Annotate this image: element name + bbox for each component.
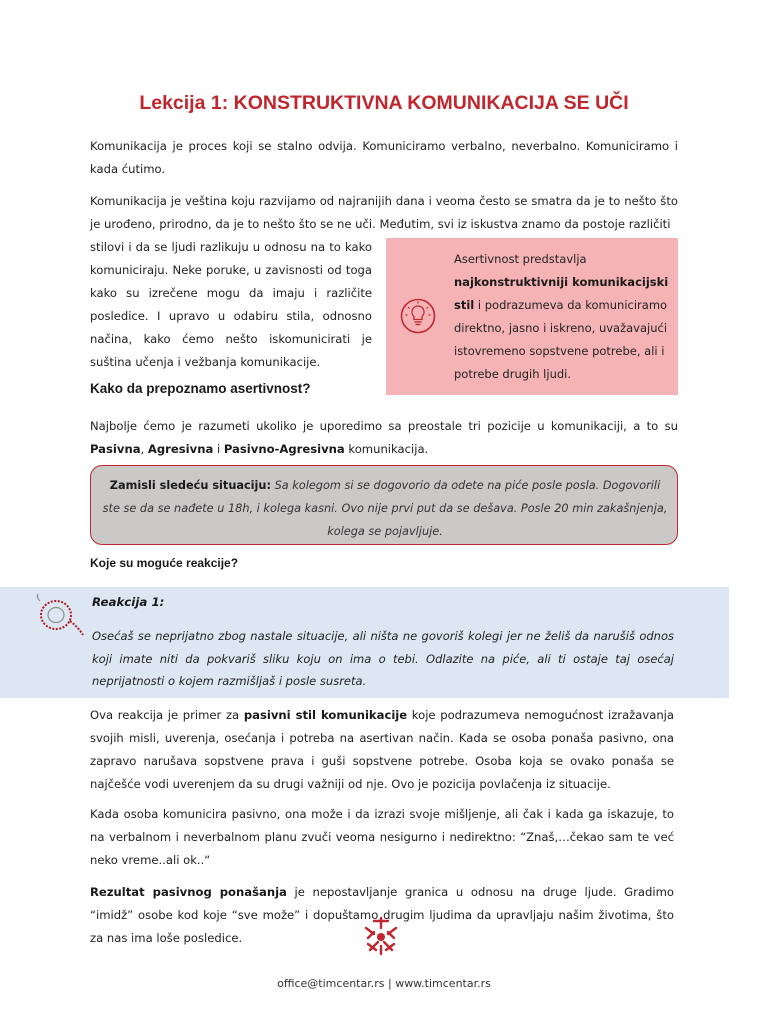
passive-result-bold: Rezultat pasivnog ponašanja	[90, 885, 287, 899]
situation-label: Zamisli sledeću situaciju:	[109, 479, 271, 492]
paragraph-positions	[90, 415, 678, 461]
reaction-1-box	[0, 587, 729, 698]
callout-text-pre: Asertivnost predstavlja	[454, 252, 587, 266]
positions-separator-2: i	[213, 442, 224, 456]
lightbulb-icon	[400, 298, 436, 334]
reaction-1-text: Osećaš se neprijatno zbog nastale situacije, ali ništa ne govoriš kolegi jer ne želiš da narušiš odnos koji imate niti da pokvariš sliku koju on ima o tebi. Odlazite na piće, ali ti ostaje taj osećaj neprijatnosti o kojem razmišljaš i posle susreta.	[92, 629, 674, 688]
reaction-1-label: Reakcija 1:	[92, 595, 165, 609]
paragraph-passive-expression: Kada osoba komunicira pasivno, ona može i da izrazi svoje mišljenje, ali čak i kada ga iskazuje, to na verbalnom i neverbalnom planu zvuči veoma nesigurno i nedirektno: “Znaš,…čekao sam te već neko vreme..ali ok..“	[90, 807, 674, 867]
positions-separator-1: ,	[140, 442, 148, 456]
situation-text	[101, 474, 669, 543]
positions-passive: Pasivna	[90, 442, 141, 456]
situation-box	[90, 465, 678, 545]
positions-end: komunikacija.	[344, 442, 429, 456]
positions-aggressive: Agresivna	[147, 442, 214, 456]
heading-assertiveness: Kako da prepoznamo asertivnost?	[90, 381, 311, 396]
passive-style-bold: pasivni stil komunikacije	[243, 708, 408, 722]
paragraph-skill-narrow: stilovi i da se ljudi razlikuju u odnosu na to kako komuniciraju. Neke poruke, u zavisnosti od toga kako su izrečene mogu da imaju i različite posledice. I upravo u odabiru stila, odnosno načina, kako ćemo nešto iskomunicirati je suština učenja i vežbanja komunikacije.	[90, 240, 372, 369]
passive-style-post: koje podrazumeva nemogućnost izražavanja svojih misli, uverenja, osećanja i potreba na asertivan način. Kada se osoba ponaša pasivno, ona zapravo narušava sopstvene prava i guši sopstvene potrebe. Osoba koja se ovako ponaša se najčešće vodi uverenjem da su drugi važniji od nje. Ovo je pozicija povlačenja iz situacije.	[90, 708, 675, 791]
paragraph-passive-style	[90, 704, 674, 796]
page-title: Lekcija 1: KONSTRUKTIVNA KOMUNIKACIJA SE UČI	[139, 92, 629, 114]
rope-icon	[34, 593, 86, 639]
callout-text-post: i podrazumeva da komuniciramo direktno, jasno i iskreno, uvažavajući istovremeno sopstvene potrebe, ali i potrebe drugih ljudi.	[454, 298, 668, 381]
situation-body: Sa kolegom si se dogovorio da odete na piće posle posla. Dogovorili ste se da se nađete u 18h, i kolega kasni. Ovo nije prvi put da se dešava. Posle 20 min zakašnjenja, kolega se pojavljuje.	[102, 479, 668, 538]
timcentar-logo	[358, 914, 404, 960]
passive-result-post: je nepostavljanje granica u odnosu na druge ljude. Gradimo “imidž” osobe kod koje “sve može” i dopuštamo drugim ljudima da upravljaju našim životima, što za nas ima loše posledice.	[90, 885, 675, 945]
footer-contact: office@timcentar.rs | www.timcentar.rs	[277, 977, 491, 990]
callout-text	[454, 248, 670, 386]
callout-text-bold: najkonstruktivniji komunikacijski stil	[454, 275, 669, 312]
positions-text: Najbolje ćemo je razumeti ukoliko je uporedimo sa preostale tri pozicije u komunikaciji, a to su	[90, 419, 678, 433]
positions-passive-aggressive: Pasivno-Agresivna	[223, 442, 345, 456]
assertiveness-callout	[386, 238, 678, 395]
heading-reactions: Koje su moguće reakcije?	[90, 556, 239, 570]
paragraph-intro: Komunikacija je proces koji se stalno odvija. Komuniciramo verbalno, neverbalno. Komuniciramo i kada ćutimo.	[90, 139, 678, 176]
passive-style-pre: Ova reakcija je primer za	[90, 708, 244, 722]
paragraph-skill-full: Komunikacija je veština koju razvijamo od najranijih dana i veoma često se smatra da je to nešto što je urođeno, prirodno, da je to nešto što se ne uči. Međutim, svi iz iskustva znamo da postoje različiti	[90, 194, 678, 231]
